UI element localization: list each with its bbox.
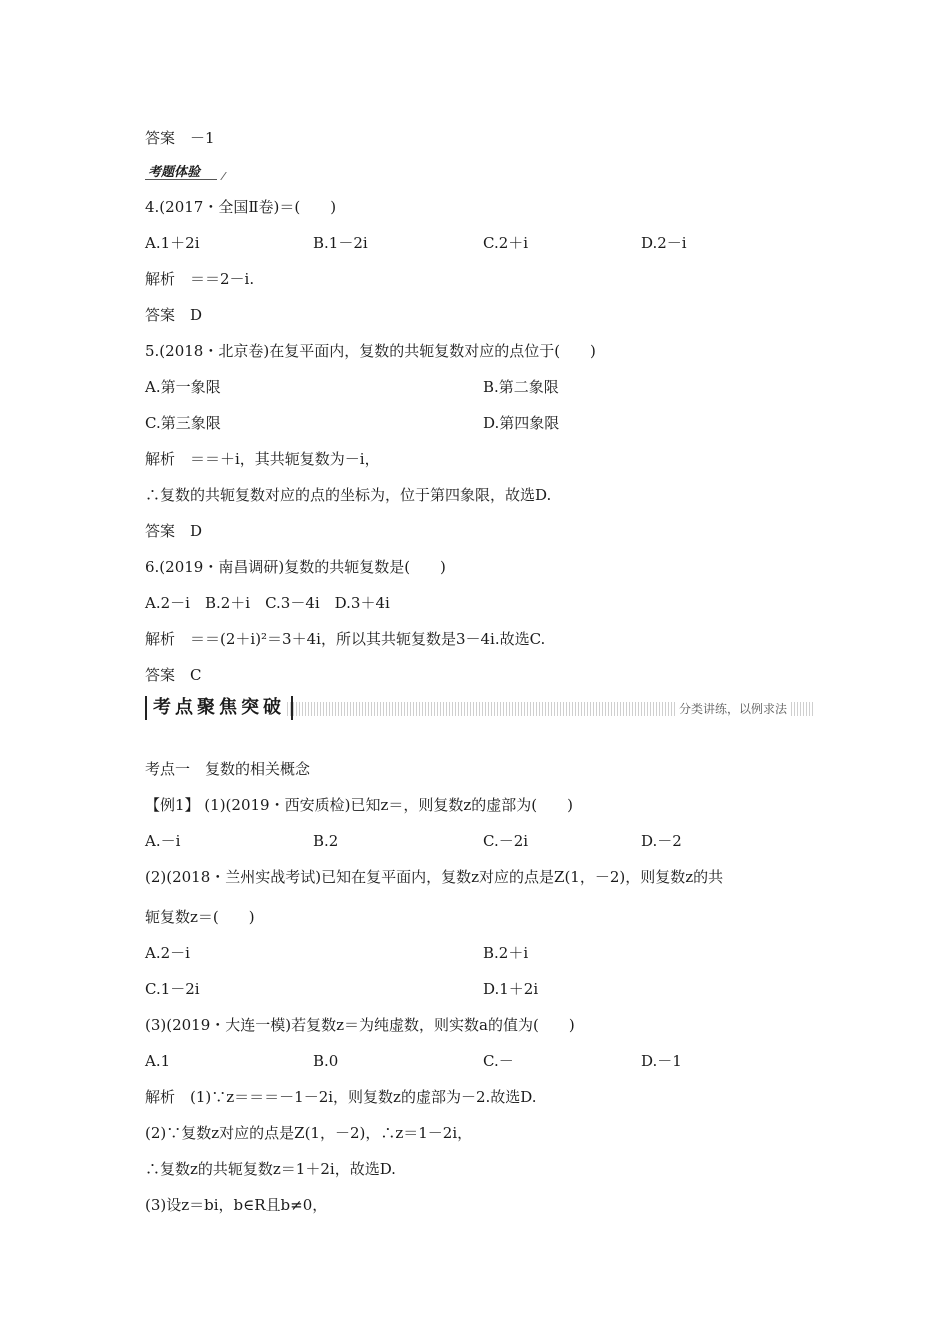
q6-options: A.2－i B.2＋i C.3－4i D.3＋4i (145, 594, 390, 612)
ex1-solution-2: (2)∵复数z对应的点是Z(1，－2)，∴z＝1－2i， (145, 1124, 473, 1142)
q5-solution-2: ∴复数的共轭复数对应的点的坐标为，位于第四象限，故选D. (145, 486, 552, 504)
q5-answer: 答案 D (145, 522, 203, 540)
q4-option-d: D.2－i (641, 234, 687, 252)
ex1-p3-option-b: B.0 (313, 1052, 339, 1070)
q5-solution-1: 解析 ＝＝＋i，其共轭复数为－i， (145, 450, 380, 468)
question-4-stem: 4.(2017・全国Ⅱ卷)＝( ) (145, 198, 337, 216)
q4-solution: 解析 ＝＝2－i. (145, 270, 255, 288)
ex1-p2-option-c: C.1－2i (145, 980, 200, 998)
example-1-part-2-line-1: (2)(2018・兰州实战考试)已知在复平面内，复数z对应的点是Z(1，－2)，则复数z的共 (145, 868, 724, 886)
section-note: 分类讲练，以例求法 (675, 701, 791, 717)
q5-option-c: C.第三象限 (145, 414, 221, 432)
example-1-part-2-line-2: 轭复数z＝( ) (145, 908, 255, 926)
badge-label: 考题体验 (148, 165, 201, 180)
example-1-part-3: (3)(2019・大连一模)若复数z＝为纯虚数，则实数a的值为( ) (145, 1016, 575, 1034)
section-header-bar (145, 696, 815, 720)
ex1-p3-option-a: A.1 (145, 1052, 171, 1070)
q4-option-a: A.1＋2i (145, 234, 200, 252)
ex1-p1-option-c: C.－2i (483, 832, 529, 850)
q4-answer: 答案 D (145, 306, 203, 324)
question-6-stem: 6.(2019・南昌调研)复数的共轭复数是( ) (145, 558, 446, 576)
q5-option-b: B.第二象限 (483, 378, 559, 396)
ex1-solution-1: 解析 (1)∵z＝＝＝－1－2i，则复数z的虚部为－2.故选D. (145, 1088, 537, 1106)
ex1-p3-option-d: D.－1 (641, 1052, 682, 1070)
q6-solution: 解析 ＝＝(2＋i)²＝3＋4i，所以其共轭复数是3－4i.故选C. (145, 630, 546, 648)
q5-option-d: D.第四象限 (483, 414, 560, 432)
q5-option-a: A.第一象限 (145, 378, 221, 396)
ex1-solution-4: (3)设z＝bi，b∈R且b≠0， (145, 1196, 328, 1214)
badge-underline (145, 179, 217, 180)
ex1-p1-option-a: A.－i (145, 832, 181, 850)
ex1-solution-3: ∴复数z的共轭复数z＝1＋2i，故选D. (145, 1160, 396, 1178)
q6-answer: 答案 C (145, 666, 202, 684)
answer-line: 答案 －1 (145, 129, 215, 147)
ex1-p2-option-d: D.1＋2i (483, 980, 539, 998)
exam-experience-badge (145, 160, 223, 180)
ex1-p3-option-c: C.－ (483, 1052, 514, 1070)
ex1-p1-option-b: B.2 (313, 832, 339, 850)
ex1-p2-option-a: A.2－i (145, 944, 190, 962)
question-5-stem: 5.(2018・北京卷)在复平面内，复数的共轭复数对应的点位于( ) (145, 342, 596, 360)
example-1-part-1: 【例1】 (1)(2019・西安质检)已知z＝，则复数z的虚部为( ) (145, 796, 573, 814)
ex1-p1-option-d: D.－2 (641, 832, 682, 850)
q4-option-c: C.2＋i (483, 234, 529, 252)
section-title: 考点聚焦突破 (145, 696, 293, 720)
q4-option-b: B.1－2i (313, 234, 368, 252)
topic-heading: 考点一 复数的相关概念 (145, 760, 311, 778)
ex1-p2-option-b: B.2＋i (483, 944, 529, 962)
badge-tick (212, 172, 227, 180)
